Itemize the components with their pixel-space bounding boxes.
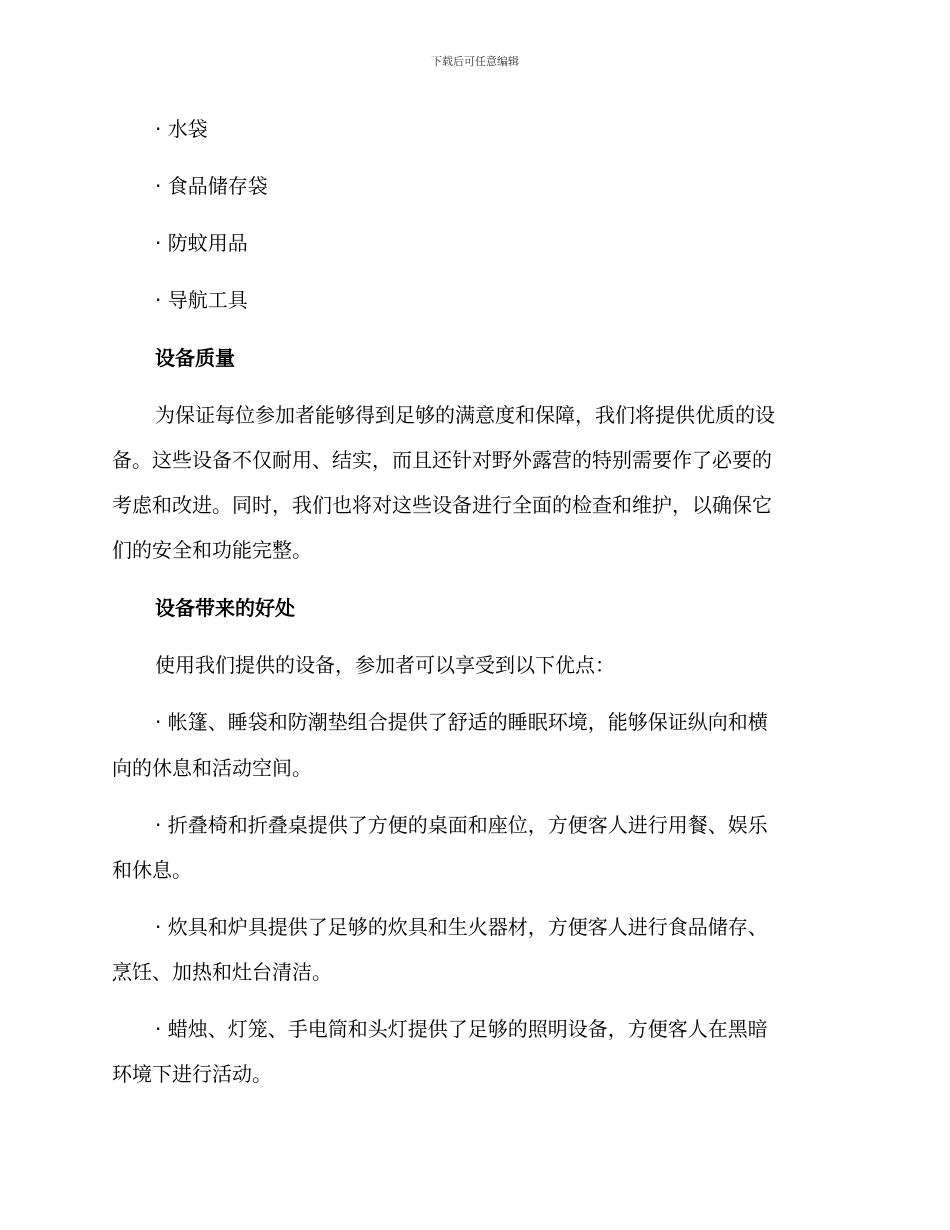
section-title-benefits: 设备带来的好处	[155, 596, 295, 620]
benefit-item-4-line-1: · 蜡烛、灯笼、手电筒和头灯提供了足够的照明设备，方便客人在黑暗	[155, 1017, 768, 1041]
quality-paragraph-line-2: 备。这些设备不仅耐用、结实，而且还针对野外露营的特别需要作了必要的	[112, 448, 772, 472]
quality-paragraph-line-3: 考虑和改进。同时，我们也将对这些设备进行全面的检查和维护，以确保它	[112, 493, 772, 517]
quality-paragraph-line-4: 们的安全和功能完整。	[112, 538, 312, 562]
benefit-item-2-line-1: · 折叠椅和折叠桌提供了方便的桌面和座位，方便客人进行用餐、娱乐	[155, 813, 768, 837]
section-title-quality: 设备质量	[155, 346, 235, 370]
list-item-mosquito-repellent: · 防蚊用品	[155, 231, 248, 255]
benefit-item-4-line-2: 环境下进行活动。	[112, 1062, 272, 1086]
benefits-intro: 使用我们提供的设备，参加者可以享受到以下优点：	[155, 653, 615, 677]
quality-paragraph-line-1: 为保证每位参加者能够得到足够的满意度和保障，我们将提供优质的设	[155, 403, 775, 427]
benefit-item-2-line-2: 和休息。	[112, 858, 192, 882]
benefit-item-3-line-1: · 炊具和炉具提供了足够的炊具和生火器材，方便客人进行食品储存、	[155, 915, 768, 939]
list-item-food-storage-bag: · 食品储存袋	[155, 174, 268, 198]
benefit-item-3-line-2: 烹饪、加热和灶台清洁。	[112, 960, 332, 984]
benefit-item-1-line-2: 向的休息和活动空间。	[112, 756, 312, 780]
list-item-navigation-tools: · 导航工具	[155, 288, 248, 312]
list-item-water-bag: · 水袋	[155, 117, 208, 141]
benefit-item-1-line-1: · 帐篷、睡袋和防潮垫组合提供了舒适的睡眠环境，能够保证纵向和横	[155, 710, 768, 734]
page-header: 下载后可任意编辑	[431, 55, 519, 68]
